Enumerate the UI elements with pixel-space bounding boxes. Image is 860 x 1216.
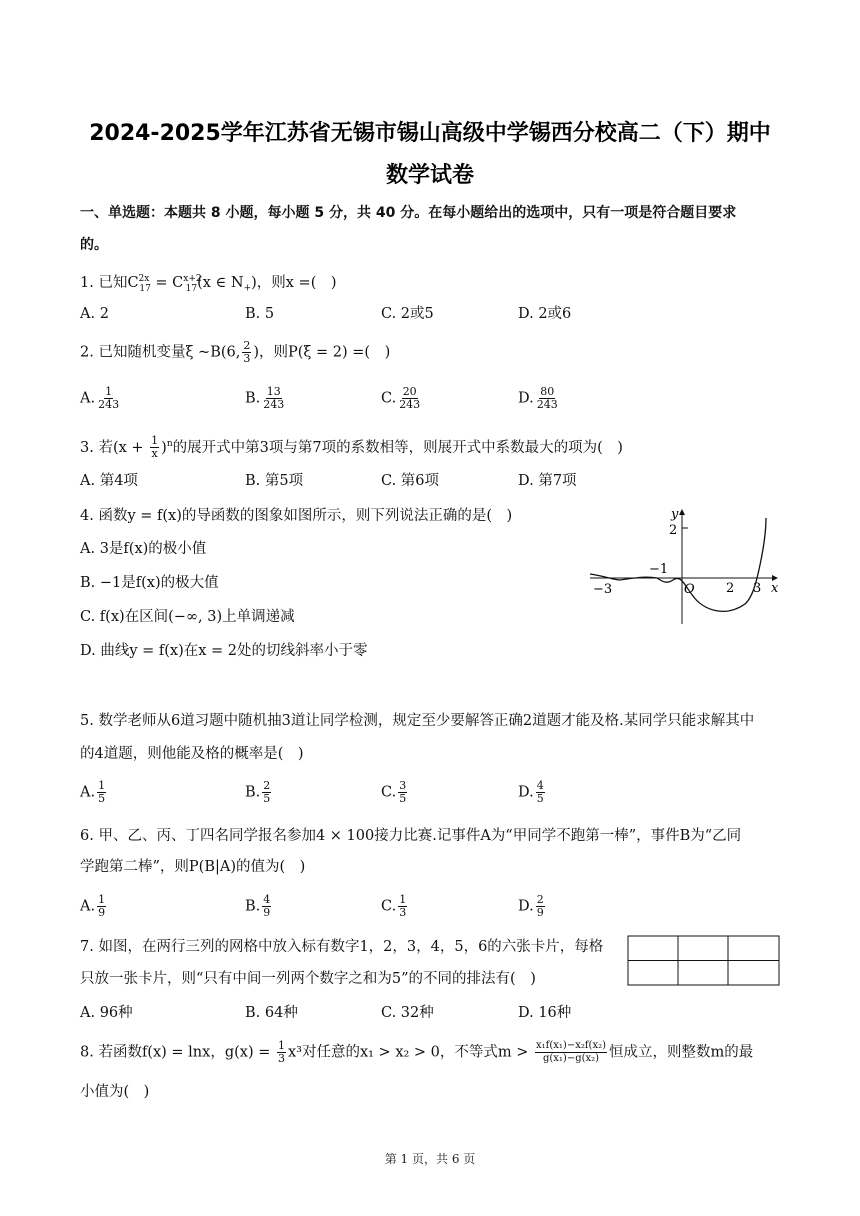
- q1-stem: 1. 已知$C^{2x}_{17} = C^{x+2}_{17}(x$ ∈ $N_+$)，则x =( ): [80, 274, 337, 294]
- q7-option-b: B. 64种: [245, 1005, 298, 1021]
- tick-label-y2: 2: [669, 523, 678, 538]
- q6-option-c: C. $\frac{1}{3}$: [381, 893, 407, 919]
- q2-option-d: D. $\frac{80}{243}$: [518, 385, 558, 411]
- y-axis-label: y: [671, 507, 679, 522]
- q7-stem-line1: 7. 如图，在两行三列的网格中放入标有数字1，2，3，4，5，6的六张卡片，每格: [80, 939, 604, 955]
- tick-label-2: 2: [726, 581, 735, 596]
- q3-stem: 3. 若(x + $\frac{1}{x}$ )$^n$的展开式中第3项与第7项的系数相等，则展开式中系数最大的项为( ): [80, 434, 623, 461]
- q7-option-d: D. 16种: [518, 1005, 572, 1021]
- q6-stem-line2: 学跑第二棒”，则P(B|A)的值为( ): [80, 859, 306, 875]
- q2-option-a: A. $\frac{1}{243}$: [80, 385, 120, 411]
- q1-option-d: D. 2或6: [518, 306, 572, 322]
- q7-option-a: A. 96种: [80, 1005, 133, 1021]
- q6-stem-line1: 6. 甲、乙、丙、丁四名同学报名参加4 × 100接力比赛.记事件A为“甲同学不跑第一棒”，事件B为“乙同: [80, 828, 742, 844]
- q2-stem: 2. 已知随机变量ξ ~B(6, $\frac{2}{3}$ )，则P(ξ = 2) =( ): [80, 339, 391, 365]
- section-heading-line1: 一、单选题：本题共 8 小题，每小题 5 分，共 40 分。在每小题给出的选项中，只有一项是符合题目要求: [80, 205, 737, 221]
- q5-stem-line1: 5. 数学老师从6道习题中随机抽3道让同学检测，规定至少要解答正确2道题才能及格.某同学只能求解其中: [80, 713, 755, 729]
- q4-derivative-graph: [585, 500, 785, 630]
- page-title-line2: 数学试卷: [385, 163, 474, 188]
- q5-option-c: C. $\frac{3}{5}$: [381, 779, 407, 805]
- q5-option-d: D. $\frac{4}{5}$: [518, 779, 544, 805]
- q8-stem-line2: 小值为( ): [80, 1084, 150, 1100]
- q7-option-c: C. 32种: [381, 1005, 434, 1021]
- tick-label-3: 3: [753, 581, 762, 596]
- q3-option-a: A. 第4项: [80, 473, 138, 489]
- tick-label-neg3: −3: [593, 582, 613, 597]
- q6-option-b: B. $\frac{4}{9}$: [245, 893, 271, 919]
- tick-label-neg1: −1: [649, 562, 669, 577]
- q7-stem-line2: 只放一张卡片，则“只有中间一列两个数字之和为5”的不同的排法有( ): [80, 971, 536, 987]
- q3-option-d: D. 第7项: [518, 473, 577, 489]
- q4-stem: 4. 函数y = f(x)的导函数的图象如图所示，则下列说法正确的是( ): [80, 508, 513, 524]
- q5-stem-line2: 的4道题，则他能及格的概率是( ): [80, 746, 304, 762]
- q8-stem-line1: 8. 若函数f(x) = lnx，g(x) = $\frac{1}{3}$ x³对任意的x₁ > x₂ > 0，不等式m > $\frac{\text{x₁f(x₁)−x₂f(x₂)}}{\text{g(x₁)−g(x₂)}}$ 恒成立，则整数m的最: [80, 1039, 754, 1065]
- q6-option-a: A. $\frac{1}{9}$: [80, 893, 106, 919]
- page-footer: 第 1 页，共 6 页: [384, 1152, 476, 1166]
- q6-option-d: D. $\frac{2}{9}$: [518, 893, 544, 919]
- q5-option-b: B. $\frac{2}{5}$: [245, 779, 271, 805]
- q5-option-a: A. $\frac{1}{5}$: [80, 779, 106, 805]
- origin-label: O: [684, 582, 695, 597]
- q4-option-c: C. f(x)在区间(−∞, 3)上单调递减: [80, 609, 295, 625]
- page-title-line1: 2024-2025学年江苏省无锡市锡山高级中学锡西分校高二（下）期中: [89, 121, 771, 146]
- q2-option-b: B. $\frac{13}{243}$: [245, 385, 285, 411]
- q4-option-d: D. 曲线y = f(x)在x = 2处的切线斜率小于零: [80, 643, 368, 659]
- q3-option-c: C. 第6项: [381, 473, 440, 489]
- x-axis-label: x: [771, 581, 779, 596]
- q1-option-b: B. 5: [245, 306, 275, 322]
- section-heading-line2: 的。: [80, 237, 108, 253]
- q7-card-grid: [627, 935, 781, 987]
- q2-option-c: C. $\frac{20}{243}$: [381, 385, 421, 411]
- q3-option-b: B. 第5项: [245, 473, 304, 489]
- q1-option-c: C. 2或5: [381, 306, 434, 322]
- q4-option-b: B. −1是f(x)的极大值: [80, 575, 219, 591]
- q4-option-a: A. 3是f(x)的极小值: [80, 541, 207, 557]
- q1-option-a: A. 2: [80, 306, 109, 322]
- derivative-curve: [590, 518, 766, 611]
